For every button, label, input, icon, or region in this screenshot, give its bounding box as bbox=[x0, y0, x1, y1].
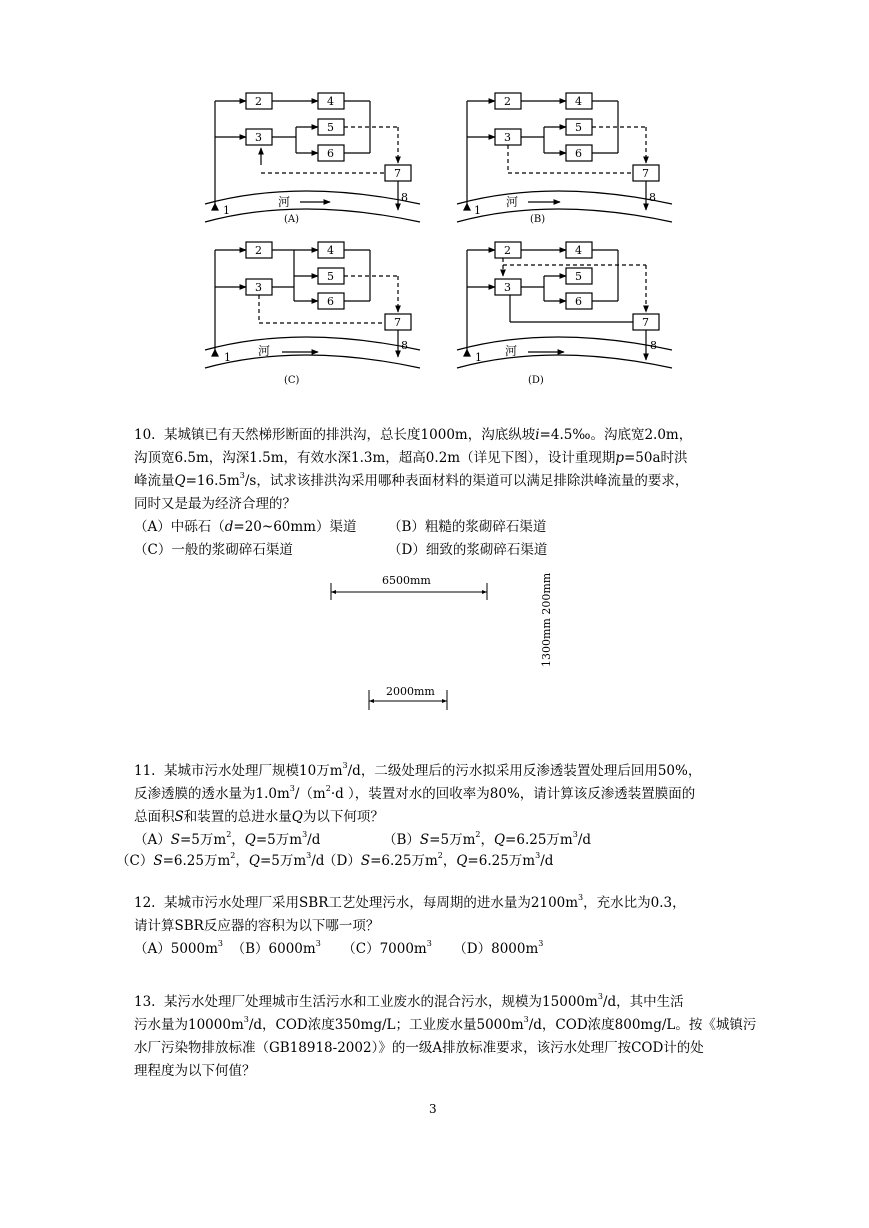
flow-diagrams bbox=[0, 0, 869, 400]
diagram-a-labels bbox=[223, 95, 408, 225]
q10-option-b: （B）粗糙的浆砌碎石渠道 bbox=[388, 519, 547, 535]
q10-option-a: （A）中砾石（d=20~60mm）渠道 bbox=[134, 519, 357, 535]
q11-option-b: （B）S=5万$m^2$，Q=6.25万$m^3/d$ bbox=[383, 830, 592, 848]
svg-text:1: 1 bbox=[474, 204, 481, 217]
top-width-label: 6500mm bbox=[382, 574, 431, 587]
svg-text:3: 3 bbox=[504, 131, 511, 144]
svg-text:8: 8 bbox=[649, 191, 656, 204]
svg-text:4: 4 bbox=[327, 95, 334, 108]
svg-text:河: 河 bbox=[506, 195, 519, 209]
svg-text:8: 8 bbox=[650, 339, 657, 352]
svg-text:4: 4 bbox=[575, 95, 582, 108]
svg-text:7: 7 bbox=[394, 167, 401, 180]
q11-option-d: （D）S=6.25万$m^2$，Q=6.25万$m^3/d$ bbox=[323, 851, 554, 869]
svg-text:3: 3 bbox=[255, 131, 262, 144]
q12-line-1: 12. 某城市污水处理厂采用SBR工艺处理污水，每周期的进水量为$2100m^3$，充水比为0.3， bbox=[134, 893, 686, 911]
svg-text:(D): (D) bbox=[528, 375, 544, 386]
bottom-width-label: 2000mm bbox=[386, 685, 435, 698]
diagram-a bbox=[205, 93, 420, 222]
svg-text:2: 2 bbox=[255, 244, 262, 257]
svg-text:5: 5 bbox=[575, 121, 582, 134]
svg-text:6: 6 bbox=[575, 147, 582, 160]
diagram-c bbox=[205, 242, 420, 368]
svg-text:(A): (A) bbox=[284, 214, 300, 225]
diagram-d bbox=[457, 242, 672, 368]
q11-option-c: （C）S=6.25万$m^2$，Q=5万$m^3/d$ bbox=[116, 851, 325, 869]
q10-line-4: 同时又是最为经济合理的？ bbox=[134, 496, 296, 512]
svg-text:2: 2 bbox=[504, 95, 511, 108]
svg-text:1: 1 bbox=[475, 351, 482, 364]
svg-text:5: 5 bbox=[327, 121, 334, 134]
q13-line-2: 污水量为$10000m^3/d$，COD浓度350mg/L；工业废水量$5000m^3/d$，COD浓度800mg/L。按《城镇污 bbox=[134, 1015, 757, 1033]
svg-text:7: 7 bbox=[642, 167, 649, 180]
svg-text:6: 6 bbox=[575, 295, 582, 308]
q13-line-3: 水厂污染物排放标准（GB18918-2002）》的一级A排放标准要求，该污水处理厂按COD计的处 bbox=[134, 1040, 704, 1056]
q10-option-d: （D）细致的浆砌碎石渠道 bbox=[388, 542, 548, 558]
svg-text:(B): (B) bbox=[530, 214, 546, 225]
depth-label: 1300mm 200mm bbox=[540, 572, 553, 667]
diagram-c-labels bbox=[224, 244, 408, 386]
channel-section-figure bbox=[0, 570, 869, 720]
svg-text:7: 7 bbox=[394, 316, 401, 329]
page-number: 3 bbox=[429, 1102, 437, 1116]
q12-line-2: 请计算SBR反应器的容积为以下哪一项？ bbox=[134, 918, 380, 934]
svg-text:5: 5 bbox=[575, 270, 582, 283]
q12-options: $(A)5000m^3$ $(B)6000m^3$ $(C)7000m^3$ $(D)8000m^3$ bbox=[134, 939, 544, 957]
svg-text:河: 河 bbox=[258, 344, 271, 358]
svg-text:6: 6 bbox=[327, 295, 334, 308]
svg-text:4: 4 bbox=[575, 244, 582, 257]
diagram-b bbox=[457, 93, 672, 222]
diagram-b-labels bbox=[474, 95, 656, 225]
svg-text:3: 3 bbox=[504, 281, 511, 294]
q11-line-2: 反渗透膜的透水量为$1.0m^3/(m^2\cdot d$ ），装置对水的回收率为80%，请计算该反渗透装置膜面的 bbox=[134, 784, 696, 802]
q11-line-3: 总面积S和装置的总进水量Q为以下何项？ bbox=[134, 809, 384, 825]
svg-text:8: 8 bbox=[401, 191, 408, 204]
q11-option-a: （A）S=5万$m^2$，Q=5万$m^3/d$ bbox=[134, 830, 321, 848]
q10-line-1: 10. 某城镇已有天然梯形断面的排洪沟，总长度1000m，沟底纵坡i=4.5‰。沟底宽2.0m， bbox=[134, 427, 693, 443]
svg-text:1: 1 bbox=[224, 351, 231, 364]
q10-line-2: 沟顶宽6.5m，沟深1.5m，有效水深1.3m，超高0.2m（详见下图），设计重现期p=50a时洪 bbox=[134, 450, 688, 466]
svg-text:1: 1 bbox=[223, 204, 230, 217]
q13-line-4: 理程度为以下何值？ bbox=[134, 1063, 256, 1079]
q10-line-3: 峰流量$Q=16.5m^3/s$，试求该排洪沟采用哪种表面材料的渠道可以满足排除洪峰流量的要求， bbox=[134, 471, 689, 489]
q11-line-1: 11. 某城市污水处理厂规模10万$m^3/d$，二级处理后的污水拟采用反渗透装置处理后回用50%， bbox=[134, 761, 702, 779]
svg-text:(C): (C) bbox=[284, 375, 300, 386]
svg-text:6: 6 bbox=[327, 147, 334, 160]
svg-text:2: 2 bbox=[255, 95, 262, 108]
svg-text:2: 2 bbox=[504, 244, 511, 257]
svg-text:河: 河 bbox=[278, 195, 291, 209]
q10-option-c: （C）一般的浆砌碎石渠道 bbox=[134, 542, 293, 558]
q13-line-1: 13. 某污水处理厂处理城市生活污水和工业废水的混合污水，规模为$15000m^3/d$，其中生活 bbox=[134, 992, 684, 1010]
svg-text:7: 7 bbox=[642, 316, 649, 329]
svg-text:5: 5 bbox=[327, 270, 334, 283]
svg-text:河: 河 bbox=[505, 344, 518, 358]
svg-text:3: 3 bbox=[255, 281, 262, 294]
svg-text:8: 8 bbox=[401, 339, 408, 352]
svg-text:4: 4 bbox=[327, 244, 334, 257]
